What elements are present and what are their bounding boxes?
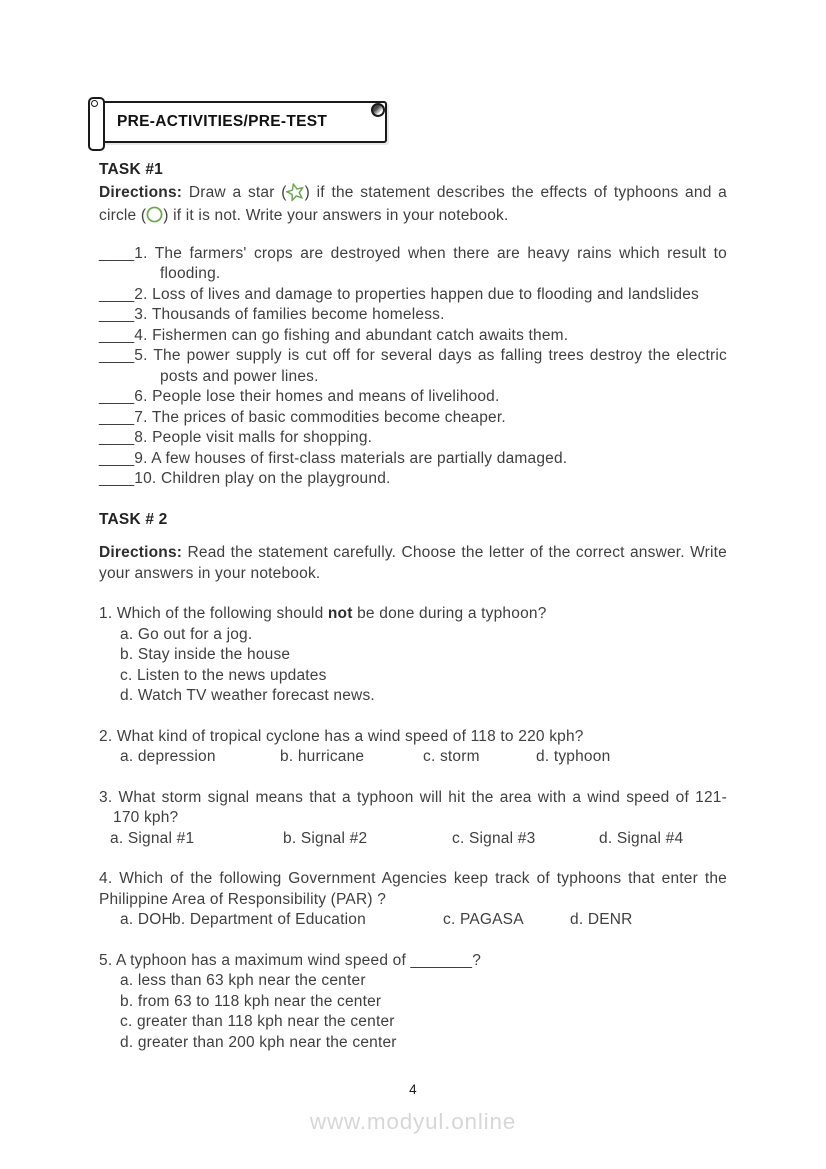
question-2-text: 2. What kind of tropical cyclone has a wind speed of 118 to 220 kph? — [99, 727, 584, 745]
statement-text: Loss of lives and damage to properties happen due to flooding and landslides — [152, 285, 700, 303]
statement-text: Thousands of families become homeless. — [151, 306, 445, 323]
option-d: d. Signal #4 — [599, 829, 684, 847]
question-4-text: 4. Which of the following Government Agencies keep track of typhoons that enter the Philippine Area of Responsibility (PAR) ? — [99, 870, 727, 908]
banner-scroll — [88, 94, 372, 148]
answer-blank: ____6. — [99, 388, 148, 405]
question-4-options — [99, 910, 727, 931]
statement-text: A few houses of first-class materials are partially damaged. — [151, 449, 568, 467]
option-d: d. Watch TV weather forecast news. — [120, 687, 375, 704]
answer-blank: ____7. — [99, 408, 148, 426]
option-b: b. Department of Education — [172, 911, 366, 928]
question-2 — [99, 727, 727, 768]
directions-text: ) if it is not. Write your answers in your notebook. — [163, 207, 509, 224]
page-content — [99, 160, 727, 1053]
option-b: b. hurricane — [280, 748, 365, 765]
statement-text: People lose their homes and means of livelihood. — [152, 388, 500, 405]
question-2-options — [99, 747, 727, 768]
task2-heading: TASK # 2 — [99, 510, 168, 528]
task1-heading: TASK #1 — [99, 161, 163, 178]
option-a: a. Go out for a jog. — [120, 625, 253, 643]
banner-title: PRE-ACTIVITIES/PRE-TEST — [117, 112, 328, 130]
directions-text: Read the statement carefully. Choose the letter of the correct answer. Write your answers in your notebook. — [99, 544, 727, 582]
option-d: d. greater than 200 kph near the center — [120, 1033, 397, 1051]
answer-blank: ____5. — [99, 347, 148, 364]
directions-label: Directions: — [99, 544, 183, 561]
watermark: www.modyul.online — [309, 1109, 517, 1134]
question-5-options — [99, 971, 727, 1053]
question-5 — [99, 951, 727, 1054]
option-b: b. Signal #2 — [283, 829, 368, 847]
statement-item-7 — [99, 408, 727, 429]
statement-item-4 — [99, 326, 727, 347]
statement-item-2 — [99, 285, 727, 306]
option-c: c. greater than 118 kph near the center — [120, 1013, 395, 1030]
question-3-options — [99, 829, 727, 850]
question-5-text: 5. A typhoon has a maximum wind speed of _______? — [99, 951, 482, 969]
option-b: b. from 63 to 118 kph near the center — [120, 992, 382, 1010]
option-a: a. DOH — [120, 911, 173, 928]
answer-blank: ____8. — [99, 429, 148, 446]
question-4 — [99, 869, 727, 931]
statement-text: The farmers' crops are destroyed when there are heavy rains which result to flooding. — [154, 244, 728, 282]
statement-text: Fishermen can go fishing and abundant catch awaits them. — [152, 326, 569, 344]
option-a: a. less than 63 kph near the center — [120, 972, 366, 989]
scroll-curl-icon — [371, 103, 385, 117]
option-b: b. Stay inside the house — [120, 646, 291, 663]
question-1 — [99, 604, 727, 707]
statement-text: The prices of basic commodities become cheaper. — [151, 408, 506, 426]
question-1-text: 1. Which of the following should not be done during a typhoon? — [99, 605, 547, 622]
directions-text: Draw a star ( — [182, 183, 287, 201]
option-a: a. Signal #1 — [110, 829, 195, 847]
option-d: d. DENR — [570, 911, 633, 928]
directions-text: ) if the statement describes the effects of typhoons and a circle ( — [99, 183, 728, 224]
option-c: c. storm — [423, 748, 480, 765]
question-3 — [99, 788, 727, 850]
banner-title-box — [99, 101, 387, 143]
statement-item-8 — [99, 428, 727, 449]
answer-blank: ____4. — [99, 326, 148, 344]
option-d: d. typhoon — [536, 748, 611, 765]
directions-label: Directions: — [99, 183, 183, 201]
statement-item-1 — [99, 244, 727, 285]
page-number: 4 — [409, 1082, 417, 1097]
statement-text: Children play on the playground. — [160, 470, 391, 487]
statement-item-9 — [99, 449, 727, 470]
scroll-left-roll — [88, 97, 105, 151]
statement-item-10 — [99, 469, 727, 490]
statement-item-6 — [99, 387, 727, 408]
statement-item-3 — [99, 305, 727, 326]
answer-blank: ____2. — [99, 285, 148, 303]
circle-outline-icon — [146, 206, 163, 230]
option-c: c. PAGASA — [443, 911, 524, 928]
answer-blank: ____10. — [99, 470, 157, 487]
question-1-options — [99, 625, 727, 707]
statement-text: The power supply is cut off for several days as falling trees destroy the electric posts and power lines. — [153, 347, 727, 385]
option-c: c. Listen to the news updates — [120, 666, 327, 684]
task2-directions — [99, 543, 727, 584]
statement-text: People visit malls for shopping. — [152, 429, 373, 446]
answer-blank: ____3. — [99, 306, 148, 323]
answer-blank: ____9. — [99, 449, 148, 467]
task1-statement-list — [99, 244, 727, 490]
answer-blank: ____1. — [99, 244, 148, 262]
question-3-text: 3. What storm signal means that a typhoon will hit the area with a wind speed of 121- 170 kph? — [99, 788, 727, 826]
option-c: c. Signal #3 — [452, 829, 536, 847]
task1-directions — [99, 183, 727, 230]
option-a: a. depression — [120, 748, 216, 765]
statement-item-5 — [99, 346, 727, 387]
